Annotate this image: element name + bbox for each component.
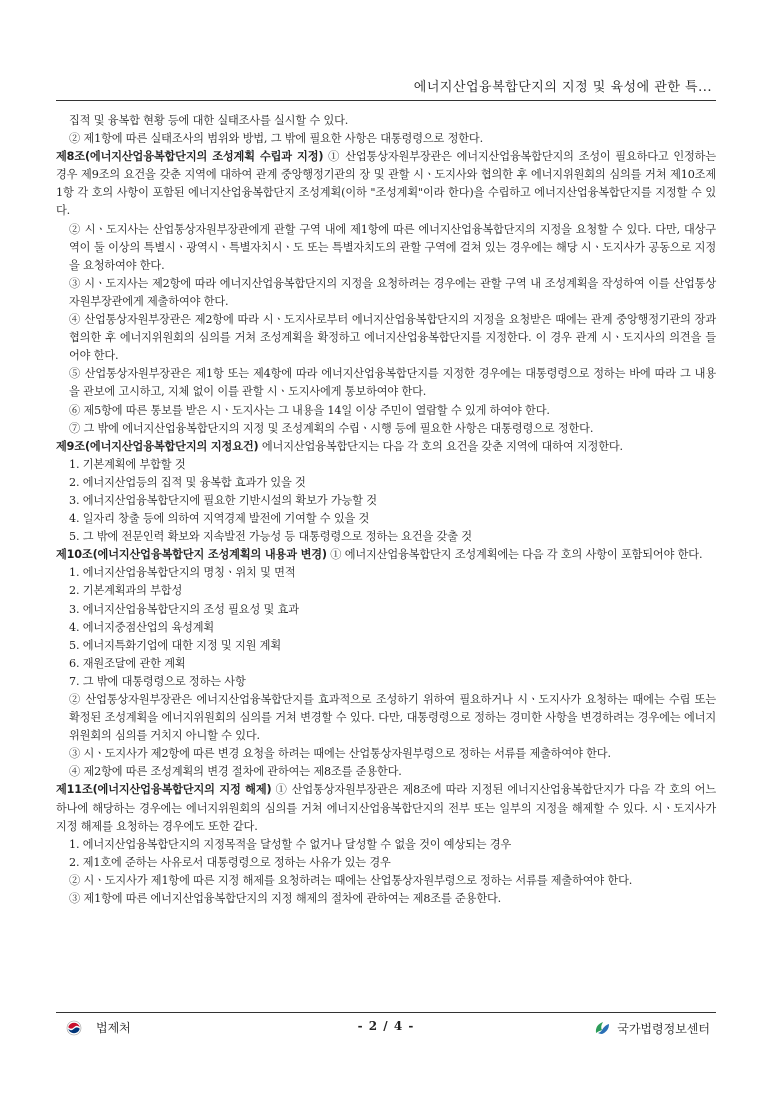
article-11 <box>56 781 716 908</box>
article-paragraph: ⑦ 그 밖에 에너지산업융복합단지의 지정 및 조성계획의 수립ㆍ시행 등에 필요한 사항은 대통령령으로 정한다. <box>69 421 594 435</box>
list-item: 1. 에너지산업융복합단지의 지정목적을 달성할 수 없거나 달성할 수 없을 것이 예상되는 경우 <box>69 837 512 851</box>
list-item: 5. 그 밖에 전문인력 확보와 지속발전 가능성 등 대통령령으로 정하는 요건을 갖출 것 <box>69 530 472 544</box>
list-item: 4. 일자리 창출 등에 의하여 지역경제 발전에 기여할 수 있을 것 <box>69 512 370 526</box>
list-item: 7. 그 밖에 대통령령으로 정하는 사항 <box>69 674 246 688</box>
article-heading: 제9조(에너지산업융복합단지의 지정요건) <box>56 439 259 453</box>
article-paragraph: ② 시ㆍ도지사는 산업통상자원부장관에게 관할 구역 내에 제1항에 따른 에너지산업융복합단지의 지정을 요청할 수 있다. 다만, 대상구역이 둘 이상의 특별시ㆍ광역시ㆍ특별자치시ㆍ도 또는 특별자치도의 관할 구역에 걸쳐 있는 경우에는 해당 시ㆍ도지사가 공동으로 지정을 요청하여야 한다. <box>69 222 716 272</box>
list-item: 3. 에너지산업융복합단지의 조성 필요성 및 효과 <box>69 602 299 616</box>
footer-center-name: 국가법령정보센터 <box>617 1021 710 1036</box>
footer-right <box>593 1019 710 1037</box>
article-first-paragraph <box>56 546 716 564</box>
article-paragraph: ③ 제1항에 따른 에너지산업융복합단지의 지정 해제의 절차에 관하여는 제8조를 준용한다. <box>69 892 502 906</box>
article-paragraph: ② 시ㆍ도지사가 제1항에 따른 지정 해제를 요청하려는 때에는 산업통상자원부령으로 정하는 서류를 제출하여야 한다. <box>69 873 633 887</box>
article-8 <box>56 148 716 438</box>
article-paragraph: ③ 시ㆍ도지사는 제2항에 따라 에너지산업융복합단지의 지정을 요청하려는 경우에는 관할 구역 내 조성계획을 작성하여 이를 산업통상자원부장관에게 제출하여야 한다. <box>69 276 716 308</box>
article-heading: 제10조(에너지산업융복합단지 조성계획의 내용과 변경) <box>56 548 327 562</box>
article-first-paragraph <box>56 438 716 456</box>
list-item: 6. 재원조달에 관한 계획 <box>69 656 186 670</box>
article-9 <box>56 438 716 547</box>
article-10 <box>56 546 716 781</box>
article-first-paragraph <box>56 148 716 220</box>
list-item: 4. 에너지중점산업의 육성계획 <box>69 620 215 634</box>
list-item: 1. 기본계획에 부합할 것 <box>69 457 186 471</box>
list-item: 3. 에너지산업융복합단지에 필요한 기반시설의 확보가 가능할 것 <box>69 493 377 507</box>
legal-info-center-logo-icon <box>593 1019 611 1037</box>
article-first-paragraph <box>56 781 716 835</box>
article-text: ① 에너지산업융복합단지 조성계획에는 다음 각 호의 사항이 포함되어야 한다. <box>326 548 703 562</box>
page-header <box>56 70 716 101</box>
header-title: 에너지산업융복합단지의 지정 및 육성에 관한 특... <box>413 80 712 95</box>
article-text: 에너지산업융복합단지는 다음 각 호의 요건을 갖춘 지역에 대하여 지정한다. <box>258 439 623 453</box>
article-paragraph: ② 산업통상자원부장관은 에너지산업융복합단지를 효과적으로 조성하기 위하여 필요하거나 시ㆍ도지사가 요청하는 때에는 수립 또는 확정된 조성계획을 에너지위원회의 심의를 거쳐 변경할 수 있다. 다만, 대통령령으로 정하는 경미한 사항을 변경하려는 경우에는 에너지위원회의 심의를 거치지 아니할 수 있다. <box>69 693 716 743</box>
list-item: 5. 에너지특화기업에 대한 지정 및 지원 계획 <box>69 638 281 652</box>
article-paragraph: ③ 시ㆍ도지사가 제2항에 따른 변경 요청을 하려는 때에는 산업통상자원부령으로 정하는 서류를 제출하여야 한다. <box>69 747 611 761</box>
article-heading: 제11조(에너지산업융복합단지의 지정 해제) <box>56 783 272 797</box>
article-text: ① 산업통상자원부장관은 제8조에 따라 지정된 에너지산업융복합단지가 다음 각 호의 어느 하나에 해당하는 경우에는 에너지위원회의 심의를 거쳐 에너지산업융복합단지의 전부 또는 일부의 지정을 해제할 수 있다. 시ㆍ도지사가 지정 해제를 요청하는 경우에도 또한 같다. <box>56 783 716 833</box>
page-number: - 2 / 4 - <box>357 1019 415 1033</box>
list-item: 1. 에너지산업융복합단지의 명칭ㆍ위치 및 면적 <box>69 566 296 580</box>
article-paragraph: ④ 제2항에 따른 조성계획의 변경 절차에 관하여는 제8조를 준용한다. <box>69 765 402 779</box>
page-footer <box>56 1012 716 1041</box>
list-item: 2. 기본계획과의 부합성 <box>69 584 183 598</box>
document-body <box>56 112 716 908</box>
article-heading: 제8조(에너지산업융복합단지의 조성계획 수립과 지정) <box>56 150 324 164</box>
article-text: ① 산업통상자원부장관은 에너지산업융복합단지의 조성이 필요하다고 인정하는 경우 제9조의 요건을 갖춘 지역에 대하여 관계 중앙행정기관의 장 및 관할 시ㆍ도지사와 협의한 후 에너지위원회의 심의를 거쳐 제10조제1항 각 호의 사항이 포함된 에너지산업융복합단지 조성계획(이하 "조성계획"이라 한다)을 수립하고 에너지산업융복합단지를 지정할 수 있다. <box>56 150 716 218</box>
footer-agency: 법제처 <box>96 1021 131 1035</box>
article-paragraph: ④ 산업통상자원부장관은 제2항에 따라 시ㆍ도지사로부터 에너지산업융복합단지의 지정을 요청받은 때에는 관계 중앙행정기관의 장과 협의한 후 에너지위원회의 심의를 거쳐 조성계획을 확정하고 에너지산업융복합단지를 지정한다. 이 경우 관계 시ㆍ도지사의 의견을 들어야 한다. <box>69 313 716 363</box>
intro-paragraph: 집적 및 융복합 현황 등에 대한 실태조사를 실시할 수 있다. <box>69 114 349 127</box>
article-paragraph: ⑥ 제5항에 따른 통보를 받은 시ㆍ도지사는 그 내용을 14일 이상 주민이 열람할 수 있게 하여야 한다. <box>69 403 550 417</box>
intro-paragraph: ② 제1항에 따른 실태조사의 범위와 방법, 그 밖에 필요한 사항은 대통령령으로 정한다. <box>69 132 483 146</box>
list-item: 2. 제1호에 준하는 사유로서 대통령령으로 정하는 사유가 있는 경우 <box>69 855 391 869</box>
list-item: 2. 에너지산업등의 집적 및 융복합 효과가 있을 것 <box>69 475 306 489</box>
article-paragraph: ⑤ 산업통상자원부장관은 제1항 또는 제4항에 따라 에너지산업융복합단지를 지정한 경우에는 대통령령으로 정하는 바에 따라 그 내용을 관보에 고시하고, 지체 없이 이를 관할 시ㆍ도지사에게 통보하여야 한다. <box>69 367 716 399</box>
